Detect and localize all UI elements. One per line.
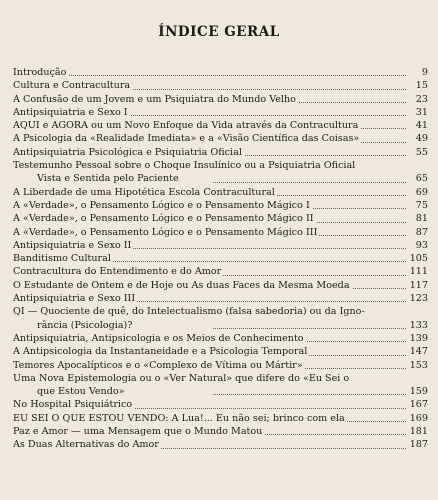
toc-entry-page-number: 187	[409, 439, 428, 451]
toc-entry-page-number: 31	[408, 106, 428, 119]
toc-entry	[13, 412, 428, 425]
toc-entry	[13, 398, 428, 411]
toc-entry-title: A Psicologia da «Realidade Imediata» e a «Visão Científica das Coisas»	[13, 133, 360, 145]
toc-entry	[13, 132, 428, 145]
toc-entry-page-number: 69	[408, 186, 428, 199]
toc-entry-title: QI — Quociente de quê, do Intelectualismo (falsa sabedoria) ou da Igno-	[13, 306, 365, 318]
toc-entry-page-number: 167	[409, 399, 428, 411]
toc-entry-title: Introdução	[13, 67, 67, 78]
toc-entry-title: Antipsiquiatria, Antipsicologia e os Meios de Conhecimento	[13, 332, 304, 344]
toc-entry-title: A «Verdade», o Pensamento Lógico e o Pensamento Mágico II	[13, 213, 314, 225]
toc-entry	[13, 146, 428, 159]
toc-entry	[13, 265, 428, 278]
toc-entry-title: AQUI e AGORA ou um Novo Enfoque da Vida através da Contracultura	[13, 120, 359, 132]
toc-entry-page-number: 159	[409, 386, 428, 398]
toc-entry	[13, 226, 428, 239]
toc-entry-title-continued: Vista e Sentida pelo Paciente	[37, 173, 179, 185]
toc-entry-title: Contracultura do Entendimento e do Amor	[13, 266, 222, 278]
toc-entry-title-continued: rância (Psicologia)?	[37, 319, 133, 331]
toc-entry	[13, 159, 428, 186]
toc-entry	[13, 79, 428, 92]
toc-entry	[13, 332, 428, 345]
toc-entry-page-number: 169	[409, 412, 428, 424]
toc-entry-page-number: 153	[409, 359, 428, 371]
toc-entry	[13, 66, 428, 79]
dot-leader	[213, 394, 406, 395]
toc-entry	[13, 279, 428, 292]
toc-entry	[13, 305, 428, 332]
toc-entry-title: A Liberdade de uma Hipotética Escola Contracultural	[13, 186, 275, 198]
toc-entry	[13, 292, 428, 305]
toc-entry	[13, 199, 428, 212]
dot-leader	[213, 182, 406, 183]
toc-entry-page-number: 65	[408, 172, 428, 185]
toc-entry-page-number: 93	[408, 239, 428, 252]
toc-entry-title: Antipsiquiatria e Sexo I	[13, 106, 128, 118]
toc-entry-page-number: 75	[408, 199, 428, 212]
toc-entry-page-number: 139	[409, 332, 428, 344]
toc-entry-page-number: 15	[408, 79, 428, 92]
toc-entry-page-number: 23	[408, 93, 428, 106]
toc-entry	[13, 252, 428, 265]
toc-entry-title: No Hospital Psiquiátrico	[13, 399, 133, 411]
toc-entry-page-number: 9	[408, 66, 428, 79]
toc-entry-page-number: 49	[408, 132, 428, 145]
toc-entry-title: Testemunho Pessoal sobre o Choque Insulínico ou a Psiquiatria Oficial	[13, 160, 356, 172]
toc-entry-title: Banditismo Cultural	[13, 253, 111, 265]
toc-entry-title: Antipsiquiatria Psicológica e Psiquiatria Oficial	[13, 146, 242, 158]
toc-entry-page-number: 105	[409, 253, 428, 265]
toc-entry	[13, 93, 428, 106]
toc-entry	[13, 106, 428, 119]
toc-entry-title: A Confusão de um Jovem e um Psiquiatra do Mundo Velho	[13, 93, 296, 105]
toc-entry-page-number: 111	[409, 266, 428, 278]
toc-entry	[13, 425, 428, 438]
toc-entry	[13, 345, 428, 358]
toc-entry-page-number: 147	[409, 346, 428, 358]
toc-entry	[13, 438, 428, 451]
dot-leader	[213, 328, 406, 329]
toc-entry-title: Cultura e Contracultura	[13, 80, 131, 92]
toc-entry-page-number: 55	[408, 146, 428, 159]
toc-entry-title: A «Verdade», o Pensamento Lógico e o Pensamento Mágico I	[13, 199, 310, 211]
table-of-contents	[13, 66, 428, 452]
toc-entry-page-number: 133	[409, 319, 428, 331]
toc-entry-title: Temores Apocalípticos e o «Complexo de Vítima ou Mártir»	[13, 359, 303, 371]
toc-entry-title: A Antipsicologia da Instantaneidade e a Psicologia Temporal	[13, 346, 308, 358]
page-title: ÍNDICE GERAL	[158, 24, 280, 40]
toc-entry	[13, 239, 428, 252]
toc-entry-title: A «Verdade», o Pensamento Lógico e o Pensamento Mágico III	[13, 226, 318, 238]
toc-entry	[13, 359, 428, 372]
dot-leader	[13, 75, 406, 76]
toc-entry-title-continued: que Estou Vendo»	[37, 386, 125, 398]
toc-entry-page-number: 117	[409, 279, 428, 291]
toc-entry	[13, 372, 428, 399]
toc-entry-page-number: 81	[408, 212, 428, 225]
toc-entry-title: EU SEI O QUE ESTOU VENDO: A Lua!... Eu não sei; brinco com ela	[13, 412, 345, 424]
toc-entry-title: As Duas Alternativas do Amor	[13, 439, 159, 451]
toc-entry-page-number: 41	[408, 119, 428, 132]
toc-entry	[13, 212, 428, 225]
toc-entry-title: Antipsiquiatria e Sexo III	[13, 293, 136, 305]
toc-entry-page-number: 181	[409, 426, 428, 438]
toc-entry-page-number: 123	[409, 293, 428, 305]
toc-entry-title: Uma Nova Epistemologia ou o «Ver Natural» que difere do «Eu Sei o	[13, 372, 350, 384]
toc-entry	[13, 186, 428, 199]
toc-entry	[13, 119, 428, 132]
toc-entry-title: Paz e Amor — uma Mensagem que o Mundo Matou	[13, 426, 263, 438]
toc-entry-title: Antipsiquiatria e Sexo II	[13, 239, 132, 251]
toc-entry-title: O Estudante de Ontem e de Hoje ou As duas Faces da Mesma Moeda	[13, 279, 350, 291]
toc-entry-page-number: 87	[408, 226, 428, 239]
